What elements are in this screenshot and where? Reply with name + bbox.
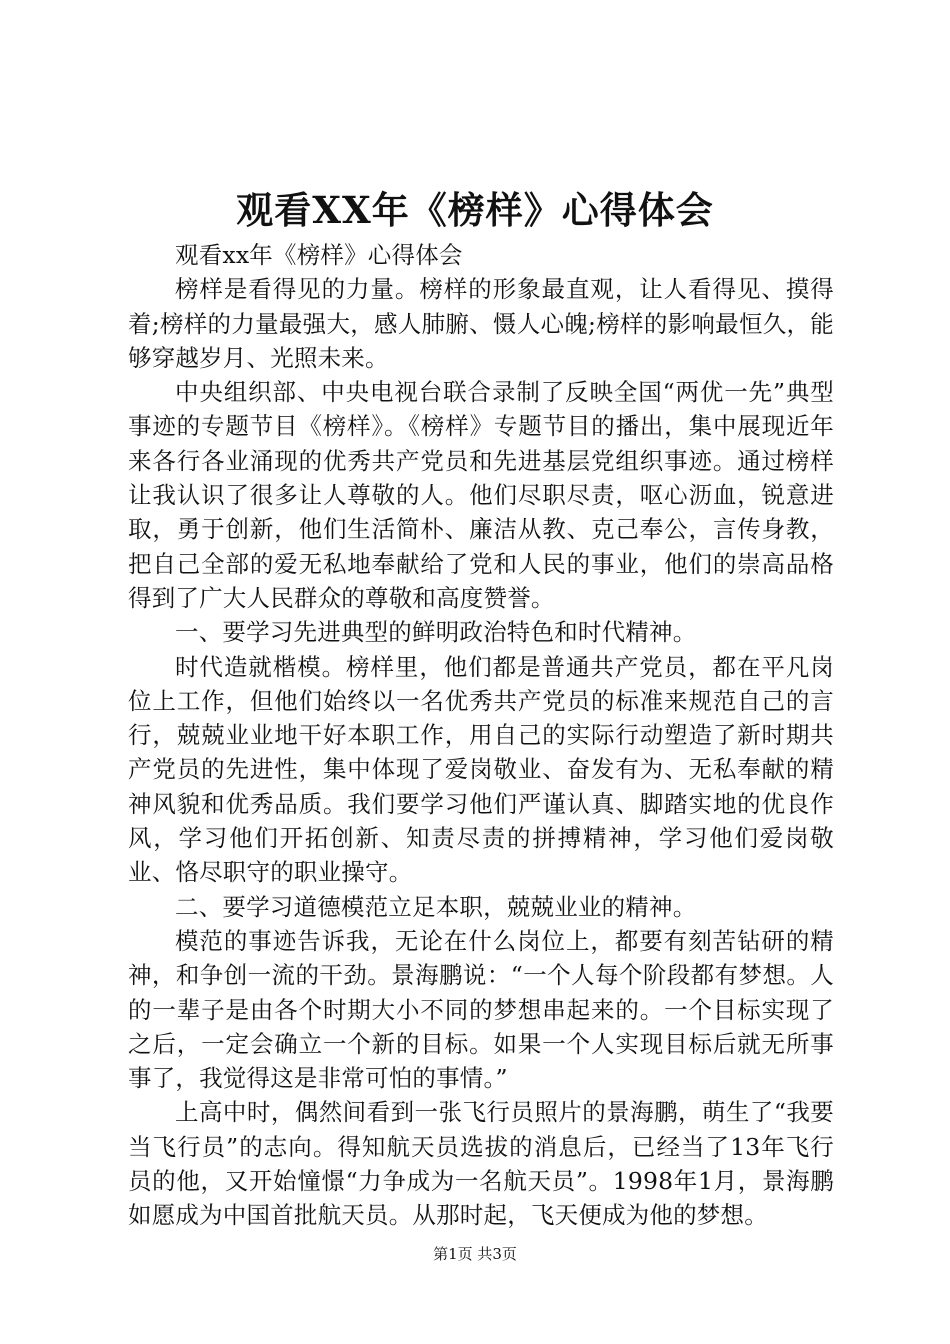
section-heading-1: 一、要学习先进典型的鲜明政治特色和时代精神。 bbox=[175, 618, 697, 647]
page-number: 第1页 共3页 bbox=[433, 1245, 517, 1263]
paragraph-intro: 榜样是看得见的力量。榜样的形象最直观，让人看得见、摸得着;榜样的力量最强大，感人肺腑、慑人心魄;榜样的影响最恒久，能够穿越岁月、光照未来。 bbox=[128, 275, 834, 372]
paragraph-story: 上高中时，偶然间看到一张飞行员照片的景海鹏，萌生了“我要当飞行员”的志向。得知航天员选拔的消息后，已经当了13年飞行员的他，又开始憧憬“力争成为一名航天员”。1998年1月，景海鹏如愿成为中国首批航天员。从那时起，飞天便成为他的梦想。 bbox=[128, 1098, 834, 1230]
paragraph-section-1: 时代造就楷模。榜样里，他们都是普通共产党员，都在平凡岗位上工作，但他们始终以一名优秀共产党员的标准来规范自己的言行，兢兢业业地干好本职工作，用自己的实际行动塑造了新时期共产党员的先进性，集中体现了爱岗敬业、奋发有为、无私奉献的精神风貌和优秀品质。我们要学习他们严谨认真、脚踏实地的优良作风，学习他们开拓创新、知责尽责的拼搏精神，学习他们爱岗敬业、恪尽职守的职业操守。 bbox=[128, 652, 834, 887]
paragraph-program: 中央组织部、中央电视台联合录制了反映全国“两优一先”典型事迹的专题节目《榜样》。《榜样》专题节目的播出，集中展现近年来各行各业涌现的优秀共产党员和先进基层党组织事迹。通过榜样让我认识了很多让人尊敬的人。他们尽职尽责，呕心沥血，锐意进取，勇于创新，他们生活简朴、廉洁从教、克己奉公，言传身教，把自己全部的爱无私地奉献给了党和人民的事业，他们的崇高品格得到了广大人民群众的尊敬和高度赞誉。 bbox=[128, 378, 834, 612]
paragraph-section-2: 模范的事迹告诉我，无论在什么岗位上，都要有刻苦钻研的精神，和争创一流的干劲。景海鹏说：“一个人每个阶段都有梦想。人的一辈子是由各个时期大小不同的梦想串起来的。一个目标实现了之后，一定会确立一个新的目标。如果一个人实现目标后就无所事事了，我觉得这是非常可怕的事情。” bbox=[128, 926, 834, 1093]
document-body bbox=[128, 238, 834, 1233]
paragraph-subtitle: 观看xx年《榜样》心得体会 bbox=[175, 241, 463, 269]
document-title: 观看XX年《榜样》心得体会 bbox=[236, 188, 714, 232]
section-heading-2: 二、要学习道德模范立足本职，兢兢业业的精神。 bbox=[175, 892, 697, 921]
